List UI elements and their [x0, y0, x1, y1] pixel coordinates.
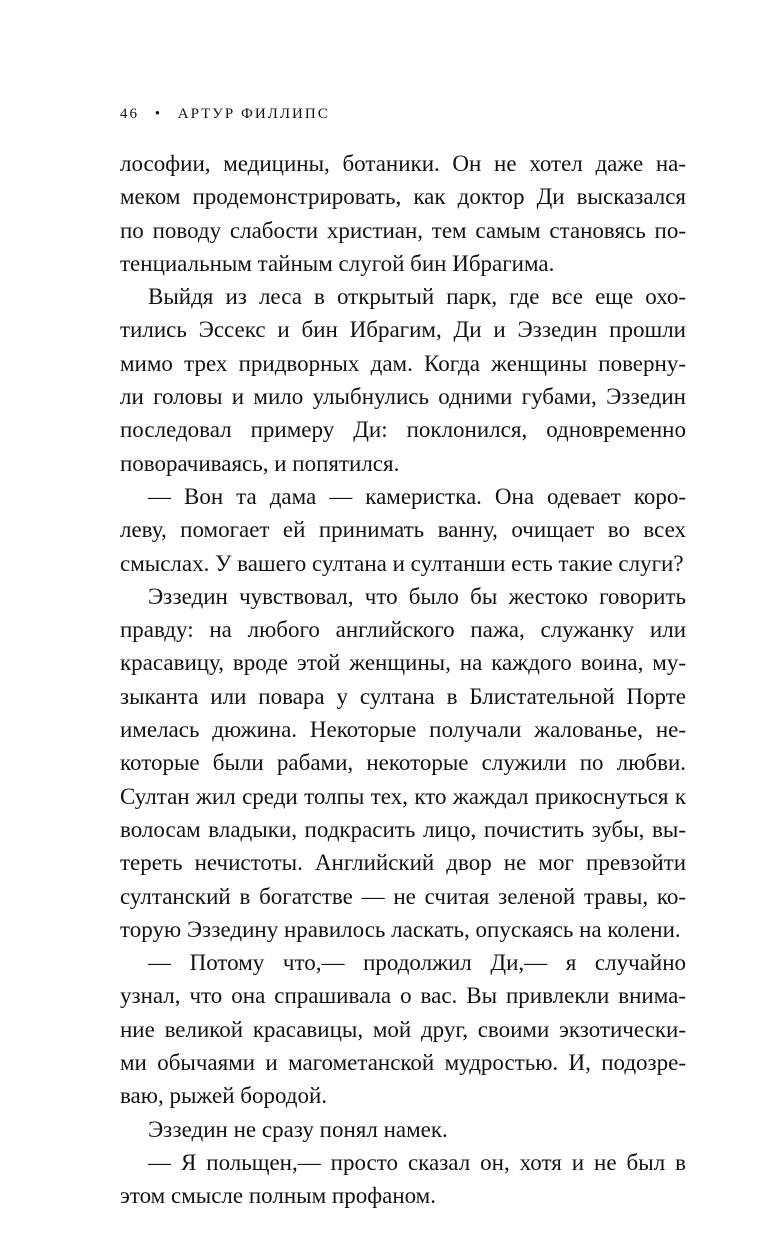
- body-text: [120, 147, 686, 1213]
- text-line: Выйдя из леса в открытый парк, где все еще охо-: [148, 284, 686, 310]
- text-line: ние великой красавицы, мой друг, своими экзотически-: [120, 1016, 686, 1042]
- text-line: тились Эссекс и бин Ибрагим, Ди и Эззедин прошли: [120, 317, 686, 343]
- text-line: смыслах. У вашего султана и султанши есть такие слуги?: [120, 550, 684, 576]
- text-line: тенциальным тайным слугой бин Ибрагима.: [120, 250, 555, 276]
- text-line: волосам владыки, подкрасить лицо, почистить зубы, вы-: [120, 816, 686, 842]
- text-line: леву, помогает ей принимать ванну, очищает во всех: [120, 517, 686, 543]
- text-line: лософии, медицины, ботаники. Он не хотел даже на-: [120, 151, 686, 176]
- text-line: узнал, что она спрашивала о вас. Вы привлекли внима-: [120, 983, 686, 1009]
- text-line: — Потому что,— продолжил Ди,— я случайно: [148, 950, 686, 976]
- text-line: меком продемонстрировать, как доктор Ди высказался: [120, 184, 686, 210]
- text-line: красавицу, вроде этой женщины, на каждого воина, му-: [120, 650, 686, 676]
- header-separator: •: [154, 106, 163, 122]
- text-line: последовал примеру Ди: поклонился, одновременно: [120, 417, 686, 443]
- text-line: — Вон та дама — камеристка. Она одевает коро-: [148, 483, 686, 509]
- text-line: мимо трех придворных дам. Когда женщины поверну-: [120, 350, 686, 376]
- text-line: имелась дюжина. Некоторые получали жалованье, не-: [120, 717, 686, 743]
- text-line: Эззедин чувствовал, что было бы жестоко говорить: [148, 583, 686, 609]
- text-line: которые были рабами, некоторые служили по любви.: [120, 750, 686, 776]
- text-line: — Я польщен,— просто сказал он, хотя и не был в: [148, 1149, 686, 1175]
- running-header: [120, 106, 330, 123]
- author-name: АРТУР ФИЛЛИПС: [177, 106, 330, 122]
- text-line: Султан жил среди толпы тех, кто жаждал прикоснуться к: [120, 783, 686, 809]
- text-line: ми обычаями и магометанской мудростью. И, подозре-: [120, 1050, 686, 1076]
- text-line: торую Эззедину нравилось ласкать, опускаясь на колени.: [120, 916, 681, 942]
- text-line: султанский в богатстве — не считая зеленой травы, ко-: [120, 883, 686, 909]
- text-line: этом смысле полным профаном.: [120, 1183, 436, 1209]
- text-line: поворачиваясь, и попятился.: [120, 450, 400, 476]
- page-number: 46: [120, 106, 139, 122]
- text-line: ваю, рыжей бородой.: [120, 1083, 328, 1109]
- text-line: Эззедин не сразу понял намек.: [148, 1116, 448, 1142]
- text-line: по поводу слабости христиан, тем самым становясь по-: [120, 217, 686, 243]
- text-line: ли головы и мило улыбнулись одними губами, Эззедин: [120, 384, 686, 410]
- text-line: тереть нечистоты. Английский двор не мог превзойти: [120, 850, 686, 876]
- text-line: зыканта или повара у султана в Блистательной Порте: [120, 683, 686, 709]
- text-line: правду: на любого английского пажа, служанку или: [120, 617, 686, 643]
